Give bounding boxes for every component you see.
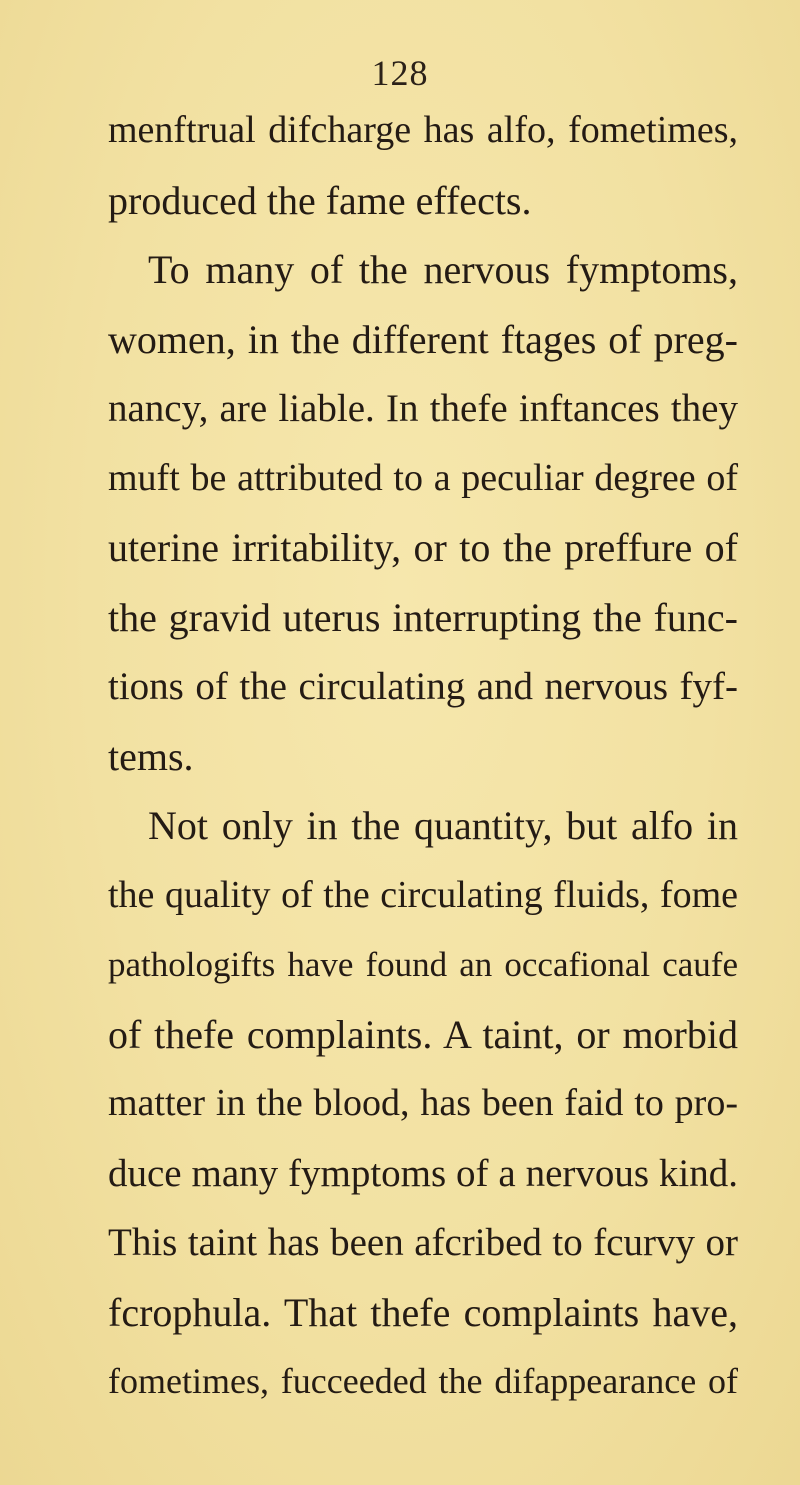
text-line: menftrual difcharge has alfo, fometimes, [108,109,738,151]
text-line: nancy, are liable. In thefe inftances they [108,387,738,430]
text-line: To many of the nervous fymptoms, [148,247,738,292]
text-line: pathologifts have found an occafional caufe [108,945,738,984]
text-line: women, in the different ftages of preg- [108,316,738,362]
text-line: muft be attributed to a peculiar degree of [108,456,738,499]
text-line: matter in the blood, has been faid to pro- [108,1082,738,1124]
text-line: uterine irritability, or to the preffure of [108,525,738,570]
body-text [108,96,738,1417]
text-line: tions of the circulating and nervous fyf- [108,665,738,708]
text-line: Not only in the quantity, but alfo in [148,803,738,848]
text-line: produced the fame effects. [108,177,532,223]
text-line: fometimes, fucceeded the difappearance of [108,1361,738,1401]
text-line: This taint has been afcribed to fcurvy or [108,1221,738,1264]
text-line: duce many fymptoms of a nervous kind. [108,1151,738,1195]
text-line: of thefe complaints. A taint, or morbid [108,1011,738,1057]
text-line: tems. [108,733,194,779]
text-line: the quality of the circulating fluids, fome [108,873,738,916]
page-number: 128 [371,53,429,93]
text-line: fcrophula. That thefe complaints have, [108,1289,738,1335]
text-line: the gravid uterus interrupting the func- [108,594,738,640]
